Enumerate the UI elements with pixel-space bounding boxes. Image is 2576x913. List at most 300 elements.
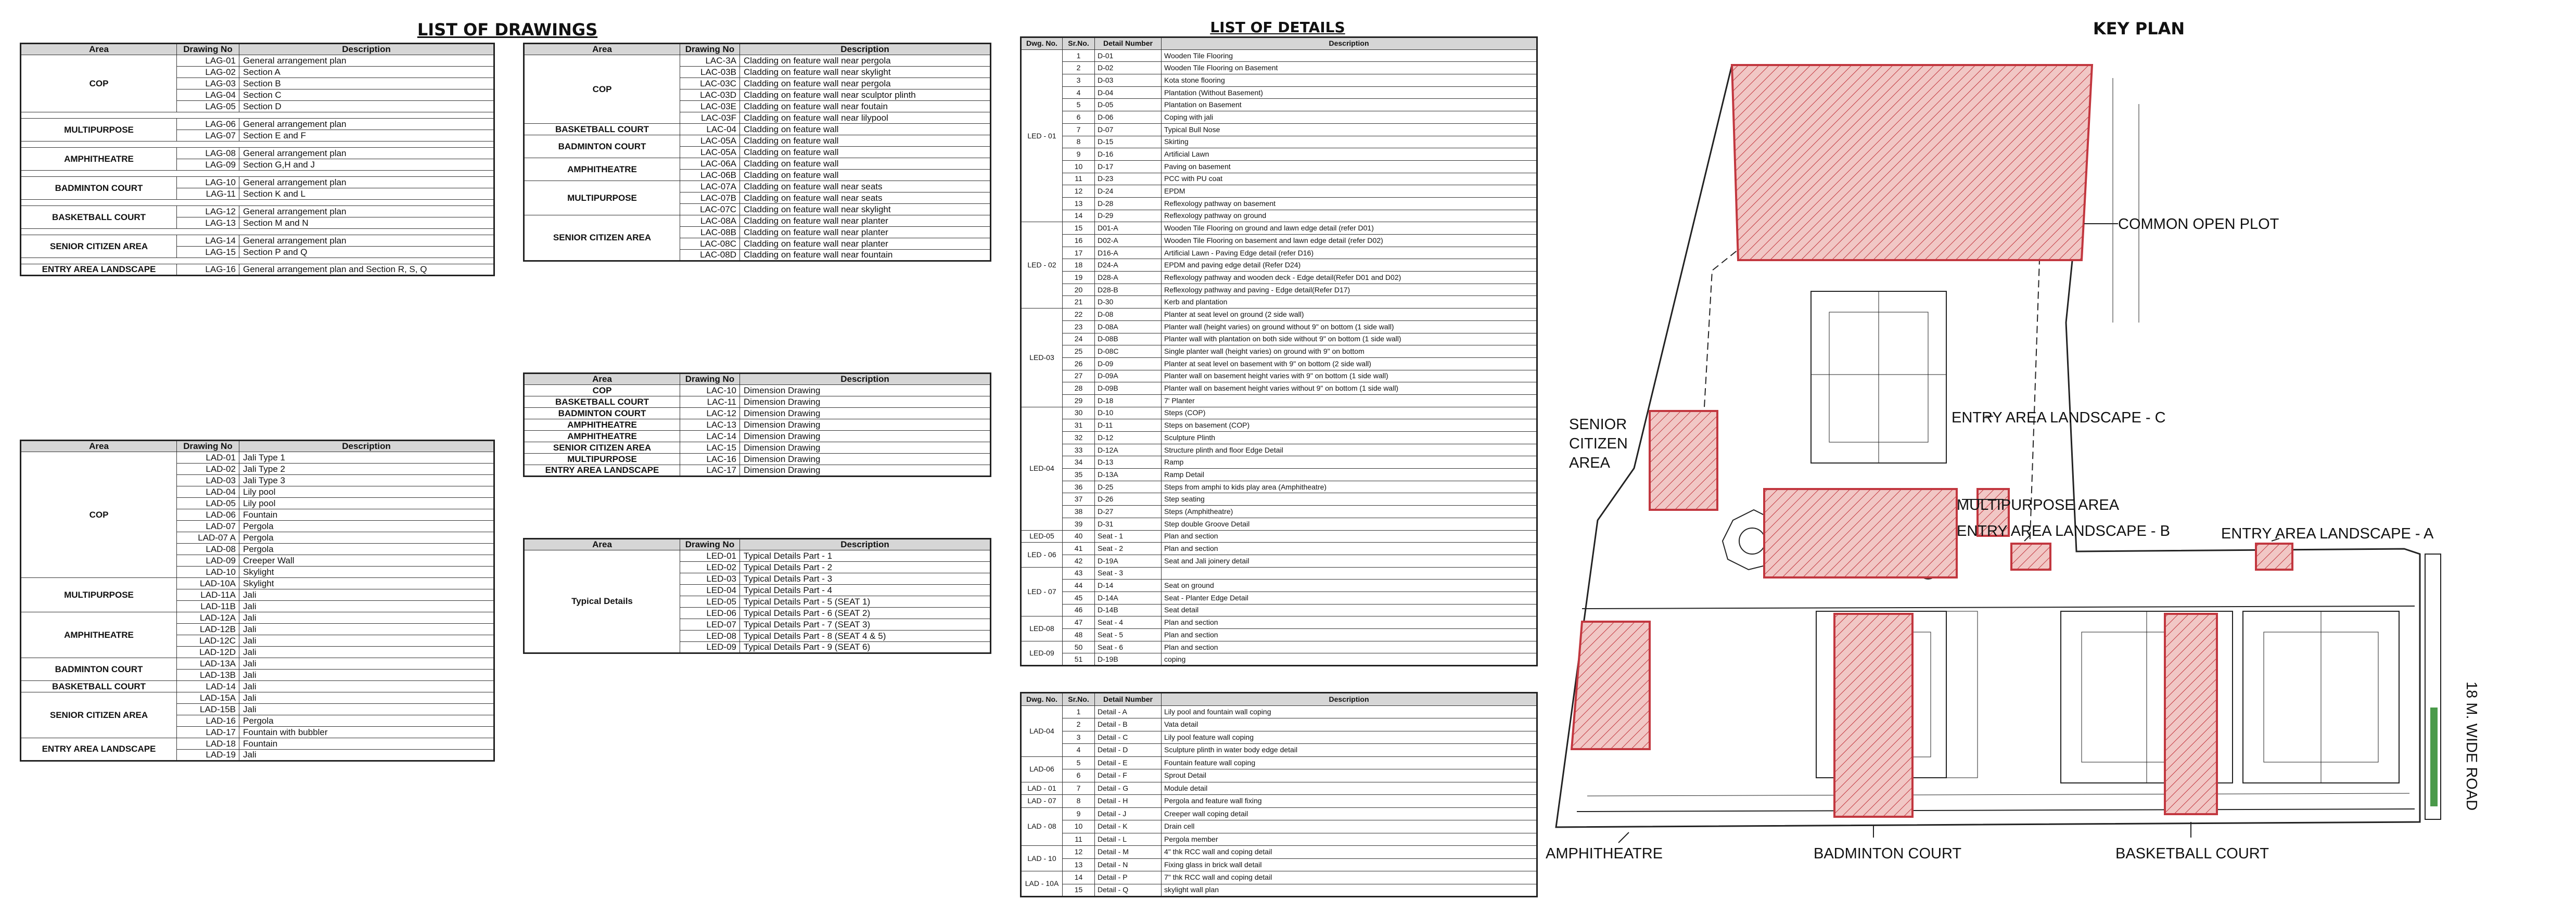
drawing-no-cell: LED-08 [680,631,740,642]
detail-number-cell: D02-A [1095,235,1162,247]
drawing-no-cell: LAC-12 [680,408,740,419]
spacer-row [21,258,494,264]
detail-number-cell: D-15 [1095,136,1162,148]
description-cell: Fountain with bubbler [239,727,494,738]
description-cell: Reflexology pathway on basement [1162,197,1537,210]
drawing-no-cell: LAD-06 [177,509,239,521]
sr-no-cell: 37 [1063,493,1095,506]
table-row [1021,616,1537,629]
table-row [1021,718,1537,731]
sr-no-cell: 28 [1063,382,1095,395]
description-cell: Section P and Q [239,247,494,258]
detail-number-cell: Seat - 2 [1095,543,1162,555]
sr-no-cell: 40 [1063,530,1095,543]
drawing-no-cell: LAD-11B [177,601,239,612]
description-cell: Lily pool feature wall coping [1162,731,1537,744]
table-row [1021,555,1537,567]
sr-no-cell: 6 [1063,111,1095,124]
description-cell: Seat and Jali joinery detail [1162,555,1537,567]
table-row [1021,370,1537,382]
dwg-no-cell: LAD - 01 [1021,782,1063,795]
area-cell: MULTIPURPOSE [21,119,177,142]
drawing-no-cell: LAG-07 [177,130,239,142]
description-cell: Plan and section [1162,616,1537,629]
description-cell: Reflexology pathway and wooden deck - Edge detail(Refer D01 and D02) [1162,272,1537,284]
sr-no-cell: 22 [1063,308,1095,321]
dwg-no-cell: LED - 01 [1021,49,1063,222]
description-cell: Jali [239,624,494,635]
detail-number-cell: D16-A [1095,247,1162,259]
table-row [1021,469,1537,481]
drawing-no-cell: LAC-03D [680,89,740,101]
drawing-no-cell: LAG-03 [177,78,239,89]
sr-no-cell: 13 [1063,197,1095,210]
detail-number-cell: D-26 [1095,493,1162,506]
detail-number-cell: D-29 [1095,210,1162,222]
sr-no-cell: 3 [1063,731,1095,744]
description-cell: Step seating [1162,493,1537,506]
label-senior-2: CITIZEN [1569,435,1628,452]
detail-number-cell: Detail - Q [1095,884,1162,897]
col-drawing-no-header: Drawing No [680,374,740,385]
table-row [1021,506,1537,518]
drawing-no-cell: LAD-02 [177,464,239,475]
sr-no-cell: 7 [1063,123,1095,136]
drawing-no-cell: LAD-08 [177,544,239,555]
label-road: 18 M. WIDE ROAD [2463,681,2480,811]
drawing-no-cell: LAC-03E [680,101,740,112]
drawing-no-cell: LAD-04 [177,486,239,498]
description-cell: Planter at seat level on basement with 9" on bottom (2 side wall) [1162,357,1537,370]
table-row [1021,629,1537,641]
drawing-no-cell: LAD-11A [177,589,239,601]
area-cell: COP [21,55,177,112]
drawing-no-cell: LAG-16 [177,264,239,276]
sr-no-cell: 4 [1063,86,1095,99]
description-cell: Jali [239,612,494,624]
detail-number-cell: D-30 [1095,296,1162,308]
table-row [1021,833,1537,846]
drawing-no-cell: LED-02 [680,562,740,573]
sr-no-cell: 29 [1063,394,1095,407]
description-cell: Fountain [239,509,494,521]
description-cell: Cladding on feature wall near pergola [740,78,991,89]
description-cell: Section C [239,89,494,101]
description-cell: Lily pool and fountain wall coping [1162,705,1537,718]
sr-no-cell: 51 [1063,653,1095,666]
table-row [524,124,991,135]
description-cell: Wooden Tile Flooring [1162,49,1537,62]
description-cell: Jali [239,601,494,612]
sr-no-cell: 2 [1063,62,1095,74]
table-row [524,396,991,408]
description-cell: Typical Details Part - 3 [740,573,991,585]
table-row [1021,481,1537,493]
drawing-no-cell: LED-06 [680,608,740,619]
description-cell: Section K and L [239,188,494,200]
table-row [21,235,494,247]
table-row [1021,111,1537,124]
sr-no-cell: 25 [1063,345,1095,358]
spacer-row [21,200,494,206]
sr-no-cell: 7 [1063,782,1095,795]
detail-number-cell: D-23 [1095,173,1162,185]
label-amphitheatre: AMPHITHEATRE [1546,845,1663,862]
drawing-no-cell: LAD-19 [177,750,239,761]
detail-number-cell: D-05 [1095,99,1162,111]
description-cell: coping [1162,653,1537,666]
description-cell: Paving on basement [1162,160,1537,173]
detail-number-cell: D-09A [1095,370,1162,382]
description-cell: Module detail [1162,782,1537,795]
table-row [1021,160,1537,173]
drawing-no-cell: LAG-14 [177,235,239,247]
zone-entry-a [2256,544,2292,570]
table-row [524,408,991,419]
description-cell: Jali Type 1 [239,452,494,464]
area-cell: MULTIPURPOSE [524,181,680,215]
description-cell: Typical Details Part - 5 (SEAT 1) [740,596,991,608]
table-row [1021,820,1537,833]
label-entry-b: ENTRY AREA LANDSCAPE - B [1957,523,2170,539]
table-row [524,55,991,67]
table-row [1021,782,1537,795]
dwg-no-cell: LAD - 08 [1021,807,1063,846]
description-cell: Section D [239,101,494,112]
description-cell: Planter at seat level on ground (2 side wall) [1162,308,1537,321]
spacer-row [21,171,494,177]
description-cell: Fixing glass in brick wall detail [1162,858,1537,871]
description-cell: 4" thk RCC wall and coping detail [1162,846,1537,859]
table-row [21,692,494,704]
sr-no-cell: 36 [1063,481,1095,493]
drawing-no-cell: LAC-06A [680,158,740,170]
description-cell: Planter wall (height varies) on ground without 9" on bottom (1 side wall) [1162,320,1537,333]
sr-no-cell: 11 [1063,833,1095,846]
drawing-no-cell: LAG-06 [177,119,239,130]
drawing-no-cell: LAG-15 [177,247,239,258]
table-row [1021,518,1537,530]
area-cell: SENIOR CITIZEN AREA [21,235,177,258]
description-cell: Jali [239,704,494,715]
col-area-header: Area [21,44,177,55]
description-cell: Skylight [239,567,494,578]
sr-no-cell: 47 [1063,616,1095,629]
col-sr-no-header: Sr.No. [1063,693,1095,706]
description-cell: Typical Details Part - 7 (SEAT 3) [740,619,991,631]
drawing-no-cell: LAC-13 [680,419,740,431]
table-row [524,465,991,477]
sr-no-cell: 4 [1063,744,1095,757]
drawing-no-cell: LAG-10 [177,177,239,188]
table-row [1021,731,1537,744]
sr-no-cell: 5 [1063,99,1095,111]
sr-no-cell: 42 [1063,555,1095,567]
drawings-table-details [20,440,495,762]
table-row [1021,756,1537,769]
drawing-no-cell: LAD-10A [177,578,239,589]
description-cell: Jali [239,658,494,670]
table-row [1021,407,1537,419]
description-cell: Typical Details Part - 9 (SEAT 6) [740,642,991,653]
description-cell: Cladding on feature wall near foutain [740,101,991,112]
table-row [1021,210,1537,222]
detail-number-cell: D-19A [1095,555,1162,567]
description-cell: Steps on basement (COP) [1162,419,1537,432]
sr-no-cell: 8 [1063,136,1095,148]
label-entry-c: ENTRY AREA LANDSCAPE - C [1952,409,2166,426]
table-row [1021,795,1537,808]
description-cell: Plantation (Without Basement) [1162,86,1537,99]
drawing-no-cell: LAD-12C [177,635,239,647]
description-cell: Cladding on feature wall near planter [740,227,991,238]
detail-number-cell: D-25 [1095,481,1162,493]
drawings-table-general [20,43,495,276]
detail-number-cell: D28-A [1095,272,1162,284]
drawing-no-cell: LAC-08D [680,250,740,261]
description-cell: General arrangement plan [239,55,494,67]
sr-no-cell: 12 [1063,185,1095,198]
drawing-no-cell: LAD-12B [177,624,239,635]
detail-number-cell: Seat - 1 [1095,530,1162,543]
table-row [1021,259,1537,272]
area-cell: COP [524,385,680,396]
description-cell: Dimension Drawing [740,385,991,396]
detail-number-cell: Detail - M [1095,846,1162,859]
drawing-no-cell: LAG-11 [177,188,239,200]
drawings-table-cladding [523,43,991,262]
sr-no-cell: 10 [1063,160,1095,173]
description-cell: Fountain [239,738,494,750]
table-row [524,454,991,465]
description-cell: EPDM and paving edge detail (Refer D24) [1162,259,1537,272]
label-senior-1: SENIOR [1569,416,1627,433]
description-cell: Planter wall with plantation on both side without 9" on bottom (1 side wall) [1162,333,1537,345]
detail-number-cell: D-31 [1095,518,1162,530]
description-cell: Dimension Drawing [740,419,991,431]
table-row [21,177,494,188]
detail-number-cell: D-28 [1095,197,1162,210]
table-row [1021,296,1537,308]
area-cell: MULTIPURPOSE [21,578,177,612]
description-cell: General arrangement plan [239,148,494,159]
area-cell: BADMINTON COURT [21,177,177,200]
description-cell: Plan and section [1162,629,1537,641]
table-row [1021,74,1537,87]
area-cell: AMPHITHEATRE [524,431,680,442]
drawing-no-cell: LAD-12D [177,647,239,658]
drawing-no-cell: LAC-07C [680,204,740,215]
table-row [1021,62,1537,74]
drawing-no-cell: LED-03 [680,573,740,585]
description-cell: Cladding on feature wall near planter [740,238,991,250]
drawing-no-cell: LAC-08B [680,227,740,238]
key-plan-drawing [1546,0,2576,913]
sr-no-cell: 1 [1063,49,1095,62]
area-cell: SENIOR CITIZEN AREA [21,692,177,738]
table-row [1021,858,1537,871]
description-cell: General arrangement plan and Section R, S, Q [239,264,494,276]
table-row [1021,394,1537,407]
detail-number-cell: D01-A [1095,222,1162,235]
description-cell: Section G,H and J [239,159,494,171]
description-cell: Cladding on feature wall near seats [740,192,991,204]
drawing-no-cell: LAD-03 [177,475,239,486]
detail-number-cell: Detail - P [1095,871,1162,884]
table-row [21,206,494,217]
sr-no-cell: 43 [1063,567,1095,580]
sr-no-cell: 3 [1063,74,1095,87]
table-row [1021,185,1537,198]
col-description-header: Description [740,44,991,55]
sr-no-cell: 9 [1063,148,1095,161]
sr-no-cell: 41 [1063,543,1095,555]
detail-number-cell: Detail - C [1095,731,1162,744]
table-row [21,119,494,130]
detail-number-cell: D-18 [1095,394,1162,407]
zone-senior-citizen [1650,411,1717,510]
sr-no-cell: 16 [1063,235,1095,247]
detail-number-cell: D-06 [1095,111,1162,124]
description-cell: Creeper wall coping detail [1162,807,1537,820]
drawing-no-cell: LAG-04 [177,89,239,101]
detail-number-cell: D24-A [1095,259,1162,272]
detail-number-cell: Detail - F [1095,769,1162,782]
table-row [1021,641,1537,653]
description-cell: Structure plinth and floor Edge Detail [1162,444,1537,456]
table-row [1021,284,1537,296]
drawing-no-cell: LAD-16 [177,715,239,727]
label-common-open-plot: COMMON OPEN PLOT [2118,216,2279,233]
sr-no-cell: 14 [1063,871,1095,884]
detail-number-cell: Seat - 4 [1095,616,1162,629]
zone-common-open-plot [1732,65,2092,260]
detail-number-cell: Seat - 6 [1095,641,1162,653]
col-detail-number-header: Detail Number [1095,37,1162,50]
description-cell: skylight wall plan [1162,884,1537,897]
description-cell: Step double Groove Detail [1162,518,1537,530]
sr-no-cell: 5 [1063,756,1095,769]
drawing-no-cell: LAD-01 [177,452,239,464]
description-cell: Skylight [239,578,494,589]
detail-number-cell: D28-B [1095,284,1162,296]
table-row [21,264,494,276]
table-row [1021,884,1537,897]
zone-multipurpose [1764,489,1957,577]
detail-number-cell: Seat - 3 [1095,567,1162,580]
col-area-header: Area [524,44,680,55]
drawing-no-cell: LAC-06B [680,170,740,181]
description-cell: PCC with PU coat [1162,173,1537,185]
col-description-header: Description [1162,37,1537,50]
area-cell: SENIOR CITIZEN AREA [524,215,680,261]
zone-badminton [1834,614,1912,817]
drawing-no-cell: LAD-05 [177,498,239,509]
detail-number-cell: D-16 [1095,148,1162,161]
sr-no-cell: 20 [1063,284,1095,296]
drawing-no-cell: LAC-14 [680,431,740,442]
dwg-no-cell: LED-08 [1021,616,1063,641]
description-cell: Cladding on feature wall near pergola [740,55,991,67]
dwg-no-cell: LED-03 [1021,308,1063,407]
area-cell: AMPHITHEATRE [21,148,177,171]
description-cell: Steps (Amphitheatre) [1162,506,1537,518]
table-row [1021,653,1537,666]
col-description-header: Description [239,44,494,55]
table-row [1021,222,1537,235]
table-row [524,385,991,396]
detail-number-cell: D-09 [1095,357,1162,370]
description-cell: Vata detail [1162,718,1537,731]
area-cell: BADMINTON COURT [524,135,680,158]
sr-no-cell: 44 [1063,580,1095,592]
description-cell: Coping with jali [1162,111,1537,124]
description-cell: Typical Details Part - 8 (SEAT 4 & 5) [740,631,991,642]
sr-no-cell: 38 [1063,506,1095,518]
drawing-no-cell: LAD-14 [177,681,239,692]
zone-amphitheatre [1572,622,1650,749]
drawing-no-cell: LAG-02 [177,67,239,78]
description-cell: Reflexology pathway on ground [1162,210,1537,222]
description-cell: EPDM [1162,185,1537,198]
table-row [524,419,991,431]
description-cell: Dimension Drawing [740,454,991,465]
sr-no-cell: 31 [1063,419,1095,432]
detail-number-cell: Detail - J [1095,807,1162,820]
sr-no-cell: 35 [1063,469,1095,481]
table-row [1021,580,1537,592]
description-cell: Pergola [239,532,494,544]
description-cell: Typical Details Part - 2 [740,562,991,573]
description-cell: Ramp [1162,456,1537,469]
drawing-no-cell: LAC-04 [680,124,740,135]
dwg-no-cell: LED-09 [1021,641,1063,665]
area-cell: ENTRY AREA LANDSCAPE [21,738,177,761]
table-row [524,158,991,170]
table-row [1021,530,1537,543]
dwg-no-cell: LAD - 10 [1021,846,1063,871]
drawing-no-cell: LAD-13B [177,670,239,681]
description-cell: Pergola and feature wall fixing [1162,795,1537,808]
drawing-no-cell: LAC-03C [680,78,740,89]
table-row [1021,543,1537,555]
area-cell: BASKETBALL COURT [21,206,177,229]
label-entry-a: ENTRY AREA LANDSCAPE - A [2221,525,2434,542]
key-plan-title: KEY PLAN [2093,19,2185,38]
col-sr-no-header: Sr.No. [1063,37,1095,50]
table-row [21,658,494,670]
sr-no-cell: 24 [1063,333,1095,345]
description-cell: Planter wall on basement height varies without 9" on bottom (1 side wall) [1162,382,1537,395]
description-cell: Typical Details Part - 4 [740,585,991,596]
table-row [1021,382,1537,395]
description-cell: Fountain feature wall coping [1162,756,1537,769]
drawing-no-cell: LED-07 [680,619,740,631]
table-row [1021,345,1537,358]
details-table-typical [1020,36,1538,666]
description-cell: Cladding on feature wall near seats [740,181,991,192]
description-cell: 7" thk RCC wall and coping detail [1162,871,1537,884]
table-row [21,578,494,589]
description-cell: Typical Details Part - 1 [740,550,991,562]
drawing-no-cell: LED-01 [680,550,740,562]
table-row [21,738,494,750]
detail-number-cell: D-12 [1095,432,1162,444]
label-multipurpose: MULTIPURPOSE AREA [1957,497,2120,513]
description-cell: Steps from amphi to kids play area (Amphitheatre) [1162,481,1537,493]
table-row [1021,591,1537,604]
detail-number-cell: D-01 [1095,49,1162,62]
